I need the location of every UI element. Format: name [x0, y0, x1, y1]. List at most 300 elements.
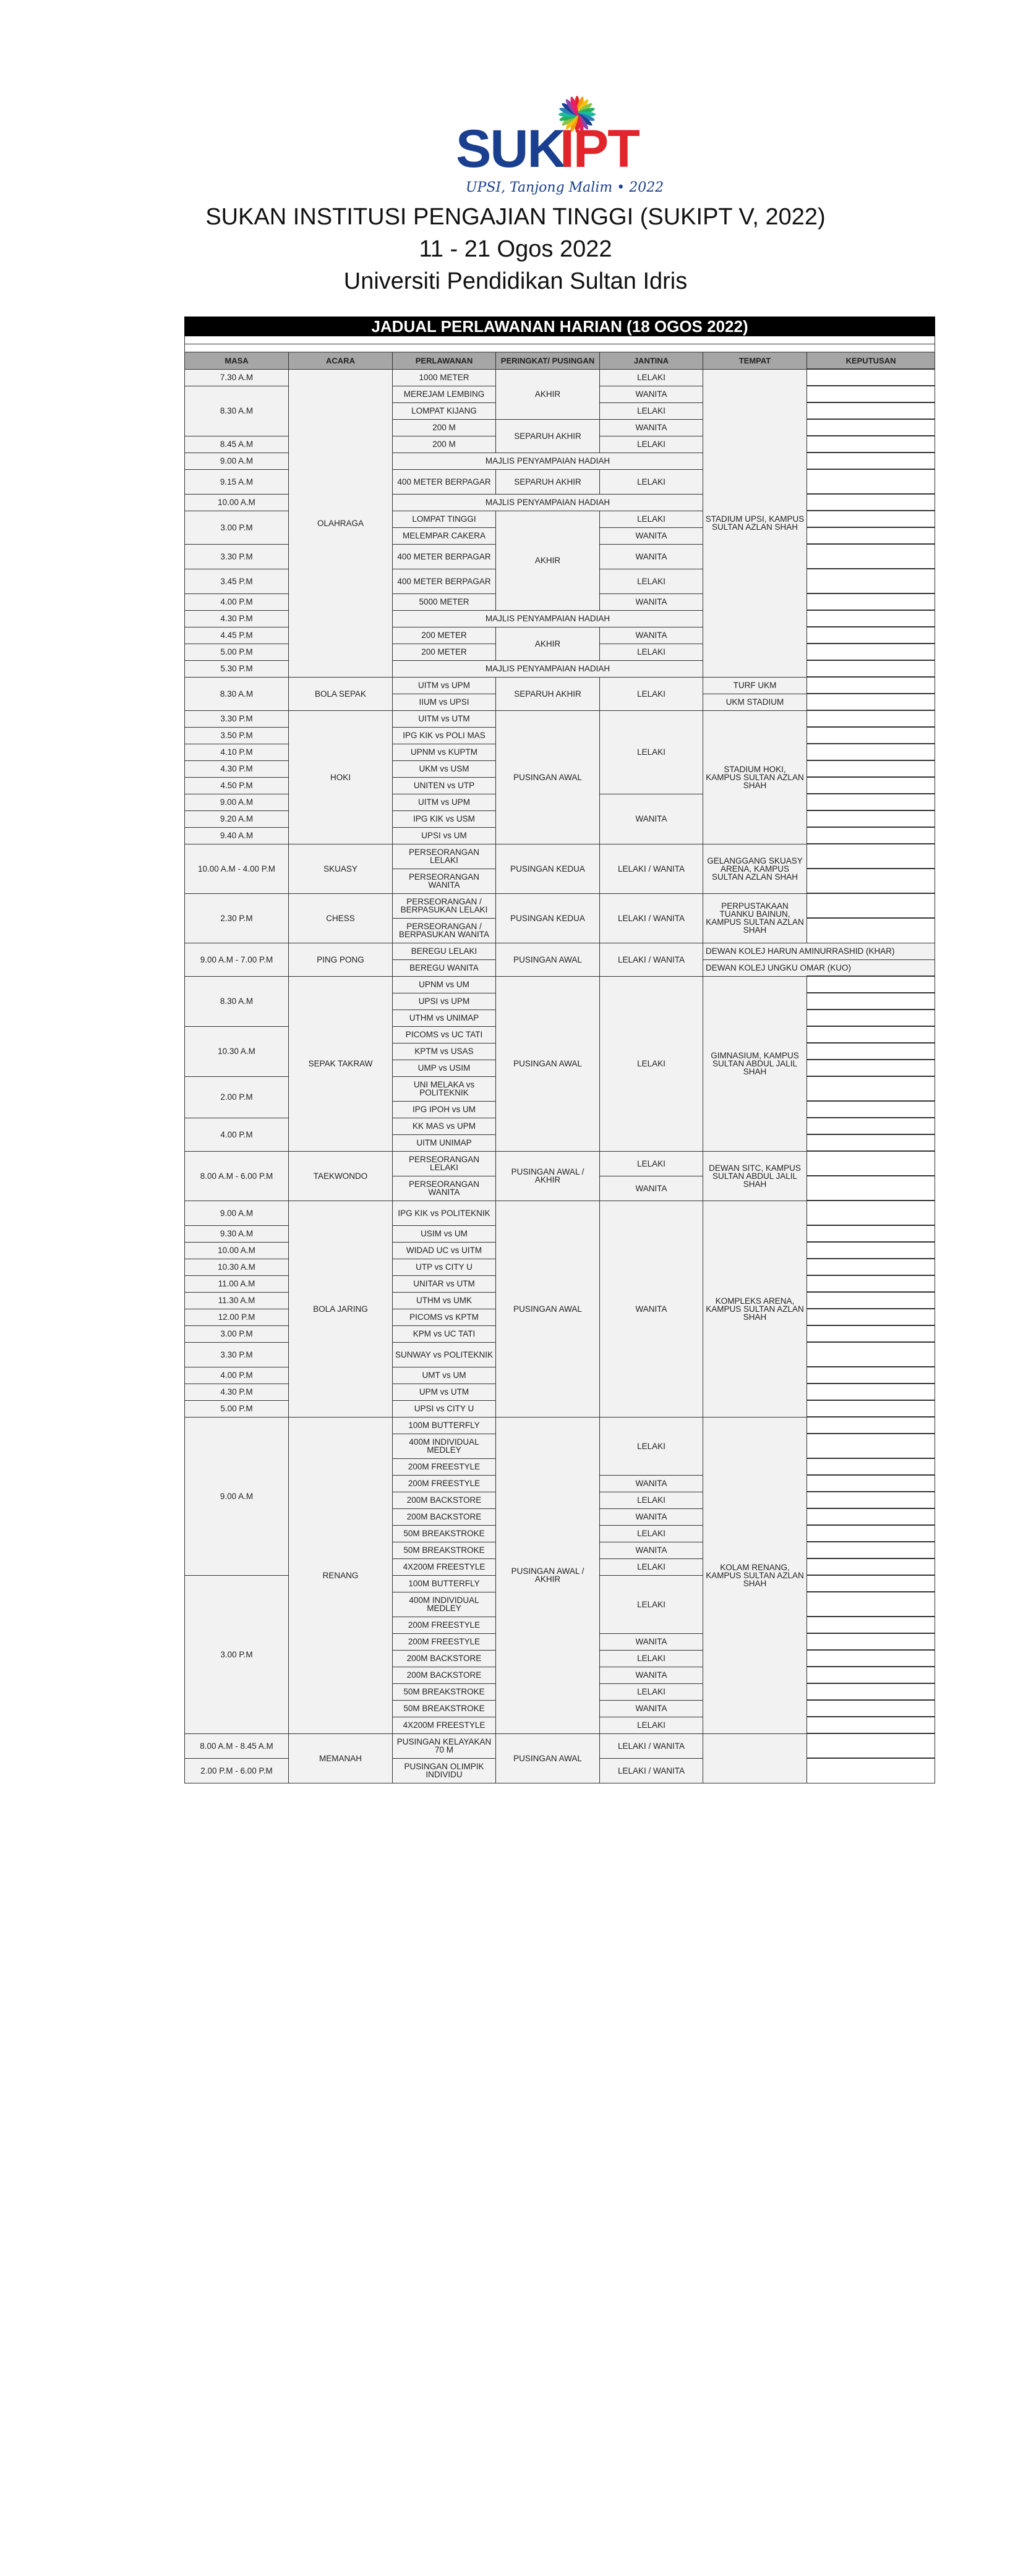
time-cell: 3.30 P.M [185, 1342, 289, 1367]
result-input-cell[interactable] [807, 419, 935, 436]
match-cell: IPG KIK vs USM [393, 810, 496, 827]
gender-cell: WANITA [600, 386, 703, 402]
result-input-cell[interactable] [807, 1010, 935, 1026]
table-row [185, 943, 935, 959]
gender-cell: WANITA [600, 1633, 703, 1650]
match-cell: 50M BREAKSTROKE [393, 1525, 496, 1542]
event-name: SEPAK TAKRAW [289, 976, 393, 1151]
round-cell: PUSINGAN KEDUA [496, 893, 600, 943]
time-cell: 5.00 P.M [185, 1400, 289, 1417]
time-cell: 9.15 A.M [185, 469, 289, 494]
gender-cell: LELAKI [600, 511, 703, 527]
match-cell: 5000 METER [393, 593, 496, 610]
gender-cell: WANITA [600, 1176, 703, 1201]
event-name: CHESS [289, 893, 393, 943]
match-cell: 200M FREESTYLE [393, 1633, 496, 1650]
match-cell: SUNWAY vs POLITEKNIK [393, 1342, 496, 1367]
result-input-cell[interactable] [807, 710, 935, 727]
event-name: OLAHRAGA [289, 369, 393, 677]
result-input-cell[interactable] [807, 677, 935, 694]
time-cell: 5.00 P.M [185, 644, 289, 660]
match-cell: KPM vs UC TATI [393, 1325, 496, 1342]
time-cell: 4.00 P.M [185, 1367, 289, 1384]
match-cell: UITM vs UPM [393, 794, 496, 810]
gender-cell: LELAKI [600, 369, 703, 386]
table-row [185, 352, 935, 370]
result-input-cell[interactable] [807, 1758, 935, 1783]
match-cell: 200M BACKSTORE [393, 1492, 496, 1508]
result-input-cell[interactable] [807, 1118, 935, 1134]
match-cell: MEREJAM LEMBING [393, 386, 496, 402]
gender-cell: LELAKI / WANITA [600, 893, 703, 943]
result-input-cell[interactable] [807, 436, 935, 453]
venue-cell: DEWAN KOLEJ UNGKU OMAR (KUO) [703, 959, 935, 976]
match-cell: PUSINGAN KELAYAKAN 70 M [393, 1733, 496, 1758]
gender-cell: WANITA [600, 419, 703, 436]
time-cell: 7.30 A.M [185, 369, 289, 386]
result-input-cell[interactable] [807, 694, 935, 710]
spacer [185, 336, 935, 344]
gender-cell: WANITA [600, 593, 703, 610]
match-cell: PICOMS vs UC TATI [393, 1026, 496, 1043]
round-cell: AKHIR [496, 369, 600, 419]
venue-cell: TURF UKM [703, 677, 807, 694]
time-cell: 4.30 P.M [185, 610, 289, 627]
table-row [185, 976, 935, 993]
result-input-cell[interactable] [807, 453, 935, 469]
match-cell: 200M BACKSTORE [393, 1650, 496, 1667]
result-input-cell[interactable] [807, 1508, 935, 1525]
match-cell: LOMPAT KIJANG [393, 402, 496, 419]
result-input-cell[interactable] [807, 1733, 935, 1758]
time-cell: 9.00 A.M - 7.00 P.M [185, 943, 289, 976]
match-cell: 200 METER [393, 644, 496, 660]
result-input-cell[interactable] [807, 1101, 935, 1118]
round-cell: AKHIR [496, 511, 600, 610]
match-cell: UNI MELAKA vs POLITEKNIK [393, 1076, 496, 1101]
match-cell: 100M BUTTERFLY [393, 1575, 496, 1592]
sukipt-logo [453, 93, 664, 201]
match-cell: 400M INDIVIDUAL MEDLEY [393, 1434, 496, 1458]
result-input-cell[interactable] [807, 1667, 935, 1683]
result-input-cell[interactable] [807, 1026, 935, 1043]
result-input-cell[interactable] [807, 844, 935, 869]
time-cell: 3.50 P.M [185, 727, 289, 744]
match-cell: 100M BUTTERFLY [393, 1417, 496, 1434]
gender-cell: LELAKI [600, 1525, 703, 1542]
match-cell: PERSEORANGAN WANITA [393, 1176, 496, 1201]
match-cell: 400M INDIVIDUAL MEDLEY [393, 1592, 496, 1617]
table-row [185, 336, 935, 344]
venue-cell: GELANGGANG SKUASY ARENA, KAMPUS SULTAN AZLAN SHAH [703, 844, 807, 893]
gender-cell: LELAKI [600, 1650, 703, 1667]
match-cell: PICOMS vs KPTM [393, 1309, 496, 1325]
gender-cell: WANITA [600, 1508, 703, 1525]
result-input-cell[interactable] [807, 1700, 935, 1717]
gender-cell: WANITA [600, 1475, 703, 1492]
match-cell: MELEMPAR CAKERA [393, 527, 496, 544]
result-input-cell[interactable] [807, 1617, 935, 1633]
result-input-cell[interactable] [807, 1592, 935, 1617]
result-input-cell[interactable] [807, 569, 935, 593]
gender-cell: LELAKI / WANITA [600, 1733, 703, 1758]
time-cell: 4.00 P.M [185, 593, 289, 610]
result-input-cell[interactable] [807, 1201, 935, 1225]
gender-cell: LELAKI [600, 1558, 703, 1575]
result-input-cell[interactable] [807, 918, 935, 943]
venue-cell: STADIUM HOKI, KAMPUS SULTAN AZLAN SHAH [703, 710, 807, 844]
gender-cell: WANITA [600, 1700, 703, 1717]
result-input-cell[interactable] [807, 1633, 935, 1650]
venue-cell: KOLAM RENANG, KAMPUS SULTAN AZLAN SHAH [703, 1417, 807, 1733]
time-cell: 10.00 A.M [185, 494, 289, 511]
table-row [185, 710, 935, 727]
column-header: MASA [185, 352, 289, 370]
gender-cell: LELAKI [600, 710, 703, 794]
gender-cell: LELAKI / WANITA [600, 844, 703, 893]
venue-cell: KOMPLEKS ARENA, KAMPUS SULTAN AZLAN SHAH [703, 1201, 807, 1417]
result-input-cell[interactable] [807, 527, 935, 544]
gender-cell: LELAKI [600, 402, 703, 419]
time-cell: 8.30 A.M [185, 386, 289, 436]
svg-text:SUK: SUK [456, 119, 565, 179]
result-input-cell[interactable] [807, 1525, 935, 1542]
match-cell: WIDAD UC vs UITM [393, 1242, 496, 1259]
schedule-banner: JADUAL PERLAWANAN HARIAN (18 OGOS 2022) [185, 317, 935, 336]
result-input-cell[interactable] [807, 1292, 935, 1309]
result-input-cell[interactable] [807, 660, 935, 677]
round-cell: SEPARUH AKHIR [496, 419, 600, 453]
time-cell: 11.00 A.M [185, 1275, 289, 1292]
time-cell: 3.00 P.M [185, 1575, 289, 1733]
result-input-cell[interactable] [807, 976, 935, 993]
match-cell: USIM vs UM [393, 1225, 496, 1242]
result-input-cell[interactable] [807, 1475, 935, 1492]
match-cell: 200 METER [393, 627, 496, 644]
round-cell: SEPARUH AKHIR [496, 677, 600, 710]
match-cell: 400 METER BERPAGAR [393, 469, 496, 494]
match-cell: UITM UNIMAP [393, 1134, 496, 1151]
gender-cell: WANITA [600, 544, 703, 569]
result-input-cell[interactable] [807, 1259, 935, 1275]
gender-cell: LELAKI [600, 1683, 703, 1700]
time-cell: 11.30 A.M [185, 1292, 289, 1309]
match-cell: BEREGU LELAKI [393, 943, 496, 959]
result-input-cell[interactable] [807, 1367, 935, 1384]
result-input-cell[interactable] [807, 1575, 935, 1592]
result-input-cell[interactable] [807, 1076, 935, 1101]
match-cell: UTHM vs UNIMAP [393, 1010, 496, 1026]
result-input-cell[interactable] [807, 893, 935, 918]
event-name: BOLA JARING [289, 1201, 393, 1417]
table-row [185, 677, 935, 694]
time-cell: 9.00 A.M [185, 1417, 289, 1575]
gender-cell: WANITA [600, 794, 703, 844]
match-cell: UNITAR vs UTM [393, 1275, 496, 1292]
schedule-table [184, 317, 935, 1783]
match-cell: PERSEORANGAN / BERPASUKAN WANITA [393, 918, 496, 943]
time-cell: 8.00 A.M - 8.45 A.M [185, 1733, 289, 1758]
gender-cell: LELAKI [600, 1151, 703, 1176]
svg-text:IPT: IPT [560, 119, 639, 179]
gender-cell: LELAKI [600, 1575, 703, 1633]
time-cell: 12.00 P.M [185, 1309, 289, 1325]
match-cell: PUSINGAN OLIMPIK INDIVIDU [393, 1758, 496, 1783]
time-cell: 9.20 A.M [185, 810, 289, 827]
time-cell: 4.00 P.M [185, 1118, 289, 1151]
result-input-cell[interactable] [807, 544, 935, 569]
result-input-cell[interactable] [807, 1151, 935, 1176]
venue-cell: PERPUSTAKAAN TUANKU BAINUN, KAMPUS SULTAN AZLAN SHAH [703, 893, 807, 943]
match-cell: IPG KIK vs POLITEKNIK [393, 1201, 496, 1225]
match-cell: 50M BREAKSTROKE [393, 1542, 496, 1558]
match-cell: UNITEN vs UTP [393, 777, 496, 794]
ceremony-cell: MAJLIS PENYAMPAIAN HADIAH [393, 453, 703, 469]
time-cell: 9.00 A.M [185, 453, 289, 469]
round-cell: PUSINGAN AWAL [496, 710, 600, 844]
result-input-cell[interactable] [807, 744, 935, 760]
result-input-cell[interactable] [807, 1683, 935, 1700]
result-input-cell[interactable] [807, 1542, 935, 1558]
time-cell: 4.30 P.M [185, 1384, 289, 1400]
time-cell: 10.30 A.M [185, 1026, 289, 1076]
event-name: PING PONG [289, 943, 393, 976]
result-input-cell[interactable] [807, 810, 935, 827]
table-row [185, 344, 935, 352]
result-input-cell[interactable] [807, 1225, 935, 1242]
time-cell: 4.45 P.M [185, 627, 289, 644]
match-cell: KK MAS vs UPM [393, 1118, 496, 1134]
gender-cell: LELAKI [600, 436, 703, 453]
result-input-cell[interactable] [807, 1176, 935, 1201]
gender-cell: LELAKI [600, 1717, 703, 1733]
time-cell: 9.00 A.M [185, 794, 289, 810]
result-input-cell[interactable] [807, 1492, 935, 1508]
time-cell: 8.00 A.M - 6.00 P.M [185, 1151, 289, 1201]
time-cell: 9.40 A.M [185, 827, 289, 844]
result-input-cell[interactable] [807, 760, 935, 777]
time-cell: 2.00 P.M - 6.00 P.M [185, 1758, 289, 1783]
match-cell: PERSEORANGAN LELAKI [393, 1151, 496, 1176]
match-cell: 200M BACKSTORE [393, 1667, 496, 1683]
time-cell: 8.45 A.M [185, 436, 289, 453]
time-cell: 4.30 P.M [185, 760, 289, 777]
round-cell: PUSINGAN AWAL [496, 1201, 600, 1417]
event-name: RENANG [289, 1417, 393, 1733]
gender-cell: LELAKI [600, 569, 703, 593]
time-cell: 4.10 P.M [185, 744, 289, 760]
result-input-cell[interactable] [807, 644, 935, 660]
match-cell: UMT vs UM [393, 1367, 496, 1384]
match-cell: 4X200M FREESTYLE [393, 1558, 496, 1575]
time-cell: 8.30 A.M [185, 677, 289, 710]
result-input-cell[interactable] [807, 777, 935, 794]
ceremony-cell: MAJLIS PENYAMPAIAN HADIAH [393, 494, 703, 511]
time-cell: 2.30 P.M [185, 893, 289, 943]
match-cell: UPNM vs UM [393, 976, 496, 993]
match-cell: BEREGU WANITA [393, 959, 496, 976]
result-input-cell[interactable] [807, 1342, 935, 1367]
result-input-cell[interactable] [807, 369, 935, 386]
result-input-cell[interactable] [807, 1417, 935, 1434]
gender-cell: LELAKI [600, 677, 703, 710]
match-cell: 200 M [393, 436, 496, 453]
ceremony-cell: MAJLIS PENYAMPAIAN HADIAH [393, 610, 703, 627]
match-cell: PERSEORANGAN / BERPASUKAN LELAKI [393, 893, 496, 918]
result-input-cell[interactable] [807, 1242, 935, 1259]
match-cell: 50M BREAKSTROKE [393, 1683, 496, 1700]
svg-text:UPSI, Tanjong Malim • 2022: UPSI, Tanjong Malim • 2022 [466, 180, 664, 195]
gender-cell: LELAKI / WANITA [600, 943, 703, 976]
time-cell: 4.50 P.M [185, 777, 289, 794]
result-input-cell[interactable] [807, 794, 935, 810]
match-cell: 50M BREAKSTROKE [393, 1700, 496, 1717]
round-cell: AKHIR [496, 627, 600, 660]
match-cell: UPSI vs UPM [393, 993, 496, 1010]
match-cell: 200M FREESTYLE [393, 1458, 496, 1475]
result-input-cell[interactable] [807, 593, 935, 610]
match-cell: IPG IPOH vs UM [393, 1101, 496, 1118]
result-input-cell[interactable] [807, 1275, 935, 1292]
venue-cell: DEWAN SITC, KAMPUS SULTAN ABDUL JALIL SHAH [703, 1151, 807, 1201]
result-input-cell[interactable] [807, 1400, 935, 1417]
result-input-cell[interactable] [807, 1717, 935, 1733]
time-cell: 8.30 A.M [185, 976, 289, 1026]
gender-cell: WANITA [600, 1667, 703, 1683]
round-cell: PUSINGAN AWAL [496, 943, 600, 976]
gender-cell: WANITA [600, 627, 703, 644]
time-cell: 10.00 A.M - 4.00 P.M [185, 844, 289, 893]
result-input-cell[interactable] [807, 827, 935, 844]
match-cell: UITM vs UPM [393, 677, 496, 694]
venue-cell: STADIUM UPSI, KAMPUS SULTAN AZLAN SHAH [703, 369, 807, 677]
result-input-cell[interactable] [807, 1434, 935, 1458]
result-input-cell[interactable] [807, 386, 935, 402]
time-cell: 10.30 A.M [185, 1259, 289, 1275]
match-cell: IPG KIK vs POLI MAS [393, 727, 496, 744]
result-input-cell[interactable] [807, 511, 935, 527]
gender-cell: WANITA [600, 1542, 703, 1558]
round-cell: PUSINGAN AWAL / AKHIR [496, 1417, 600, 1733]
match-cell: UPNM vs KUPTM [393, 744, 496, 760]
result-input-cell[interactable] [807, 727, 935, 744]
match-cell: 200M FREESTYLE [393, 1475, 496, 1492]
match-cell: 400 METER BERPAGAR [393, 544, 496, 569]
match-cell: UMP vs USIM [393, 1060, 496, 1076]
match-cell: PERSEORANGAN LELAKI [393, 844, 496, 869]
round-cell: PUSINGAN AWAL [496, 976, 600, 1151]
result-input-cell[interactable] [807, 1325, 935, 1342]
gender-cell: WANITA [600, 1201, 703, 1417]
match-cell: 4X200M FREESTYLE [393, 1717, 496, 1733]
event-dates: 11 - 21 Ogos 2022 [419, 236, 612, 262]
result-input-cell[interactable] [807, 1309, 935, 1325]
match-cell: UPSI vs CITY U [393, 1400, 496, 1417]
match-cell: 200M BACKSTORE [393, 1508, 496, 1525]
round-cell: PUSINGAN KEDUA [496, 844, 600, 893]
time-cell: 9.30 A.M [185, 1225, 289, 1242]
match-cell: IIUM vs UPSI [393, 694, 496, 710]
column-header: PERLAWANAN [393, 352, 496, 370]
round-cell: SEPARUH AKHIR [496, 469, 600, 494]
table-row [185, 1417, 935, 1434]
match-cell: LOMPAT TINGGI [393, 511, 496, 527]
match-cell: KPTM vs USAS [393, 1043, 496, 1060]
venue-cell [703, 1733, 807, 1783]
gender-cell: LELAKI [600, 469, 703, 494]
match-cell: 200M FREESTYLE [393, 1617, 496, 1633]
event-name: SKUASY [289, 844, 393, 893]
venue-cell: DEWAN KOLEJ HARUN AMINURRASHID (KHAR) [703, 943, 935, 959]
time-cell: 3.30 P.M [185, 544, 289, 569]
result-input-cell[interactable] [807, 494, 935, 511]
table-row [185, 369, 935, 386]
ceremony-cell: MAJLIS PENYAMPAIAN HADIAH [393, 660, 703, 677]
column-header: JANTINA [600, 352, 703, 370]
result-input-cell[interactable] [807, 1558, 935, 1575]
event-name: MEMANAH [289, 1733, 393, 1783]
time-cell: 2.00 P.M [185, 1076, 289, 1118]
time-cell: 3.00 P.M [185, 1325, 289, 1342]
result-input-cell[interactable] [807, 627, 935, 644]
match-cell: 400 METER BERPAGAR [393, 569, 496, 593]
result-input-cell[interactable] [807, 1384, 935, 1400]
time-cell: 3.30 P.M [185, 710, 289, 727]
table-row [185, 844, 935, 869]
result-input-cell[interactable] [807, 1060, 935, 1076]
result-input-cell[interactable] [807, 610, 935, 627]
column-header: ACARA [289, 352, 393, 370]
result-input-cell[interactable] [807, 993, 935, 1010]
round-cell: PUSINGAN AWAL [496, 1733, 600, 1783]
event-name: TAEKWONDO [289, 1151, 393, 1201]
gender-cell: WANITA [600, 527, 703, 544]
time-cell: 9.00 A.M [185, 1201, 289, 1225]
result-input-cell[interactable] [807, 869, 935, 893]
column-header: PERINGKAT/ PUSINGAN [496, 352, 600, 370]
time-cell: 5.30 P.M [185, 660, 289, 677]
result-input-cell[interactable] [807, 1043, 935, 1060]
time-cell: 10.00 A.M [185, 1242, 289, 1259]
table-row [185, 317, 935, 336]
table-row [185, 893, 935, 918]
gender-cell: LELAKI [600, 644, 703, 660]
venue-cell: GIMNASIUM, KAMPUS SULTAN ABDUL JALIL SHAH [703, 976, 807, 1151]
result-input-cell[interactable] [807, 1650, 935, 1667]
result-input-cell[interactable] [807, 1134, 935, 1151]
time-cell: 3.45 P.M [185, 569, 289, 593]
result-input-cell[interactable] [807, 402, 935, 419]
match-cell: UTHM vs UMK [393, 1292, 496, 1309]
result-input-cell[interactable] [807, 1458, 935, 1475]
gender-cell: LELAKI [600, 1417, 703, 1475]
match-cell: 1000 METER [393, 369, 496, 386]
gender-cell: LELAKI / WANITA [600, 1758, 703, 1783]
event-name: BOLA SEPAK [289, 677, 393, 710]
time-cell: 3.00 P.M [185, 511, 289, 544]
event-venue: Universiti Pendidikan Sultan Idris [343, 268, 688, 294]
event-title: SUKAN INSTITUSI PENGAJIAN TINGGI (SUKIPT V, 2022) [205, 204, 826, 230]
spacer [185, 344, 935, 352]
gender-cell: LELAKI [600, 976, 703, 1151]
table-row [185, 1201, 935, 1225]
table-row [185, 1151, 935, 1176]
match-cell: UKM vs USM [393, 760, 496, 777]
result-input-cell[interactable] [807, 469, 935, 494]
match-cell: UPSI vs UM [393, 827, 496, 844]
match-cell: PERSEORANGAN WANITA [393, 869, 496, 893]
match-cell: UTP vs CITY U [393, 1259, 496, 1275]
